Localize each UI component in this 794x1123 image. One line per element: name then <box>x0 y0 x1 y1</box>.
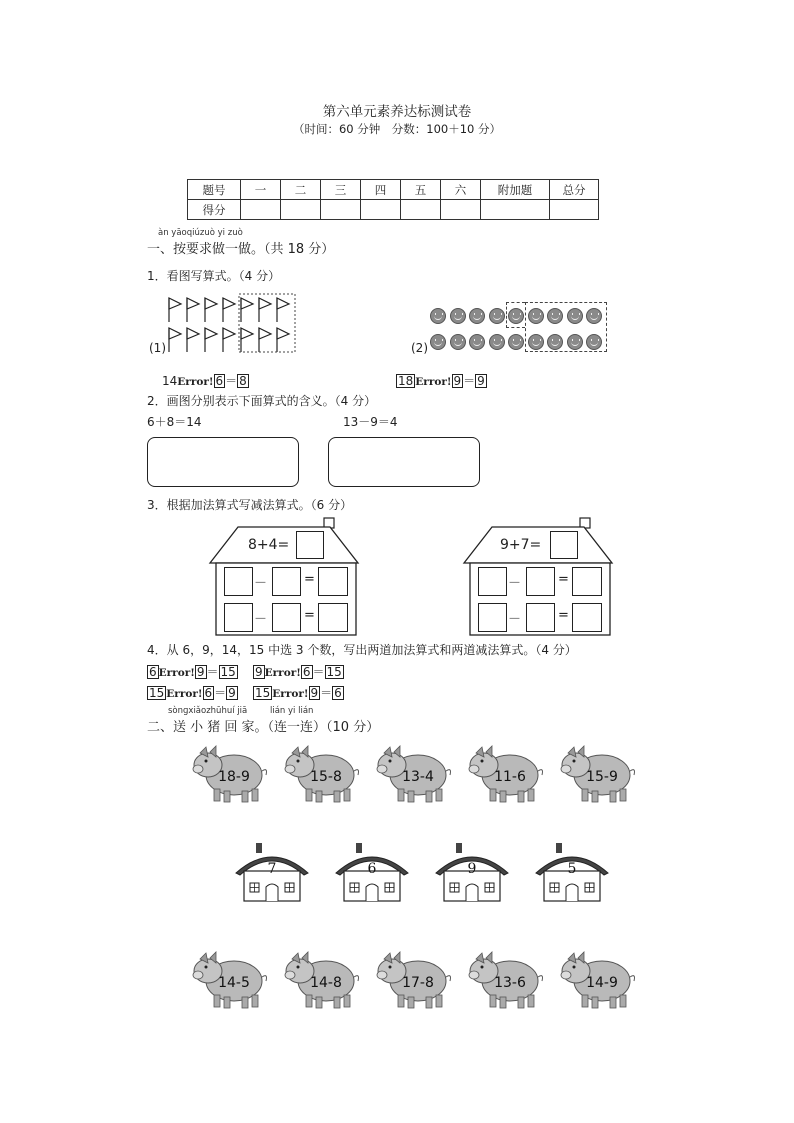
flag-icon <box>187 298 199 322</box>
eq-boxed-number: 15 <box>326 665 342 679</box>
eq-boxed-number: 9 <box>255 665 263 679</box>
score-input-cell[interactable] <box>241 200 281 220</box>
pig-expression: 14-5 <box>218 975 250 991</box>
pig-card[interactable] <box>469 746 543 802</box>
error-text: Error! <box>415 376 452 388</box>
smiley-face-icon <box>450 308 466 324</box>
answer-box[interactable] <box>526 567 555 596</box>
eq-boxed-number: 6 <box>204 686 213 700</box>
pig-card[interactable] <box>561 746 635 802</box>
pig-expression: 17-8 <box>402 975 434 991</box>
answer-box[interactable] <box>272 567 301 596</box>
minus-sign: － <box>508 576 522 591</box>
smiley-face-icon <box>469 334 485 350</box>
flag-icon <box>187 328 199 352</box>
house-number: 5 <box>567 861 577 877</box>
pig-card[interactable] <box>285 746 359 802</box>
house-card[interactable] <box>536 843 608 901</box>
section1-pinyin: àn yāoqiúzuò yi zuò <box>158 228 243 238</box>
flag-icon <box>259 328 271 352</box>
error-text: Error! <box>166 688 203 700</box>
house-number: 9 <box>467 861 477 877</box>
answer-box[interactable] <box>550 531 578 559</box>
smiley-face-icon <box>430 334 446 350</box>
pig-expression: 15-9 <box>586 769 618 785</box>
equals-sign: = <box>558 572 569 587</box>
house-number: 7 <box>267 861 277 877</box>
house-card[interactable] <box>236 843 308 901</box>
minus-sign: － <box>254 576 268 591</box>
eq-boxed-number: 9 <box>310 686 319 700</box>
score-input-cell[interactable] <box>321 200 361 220</box>
pig-card[interactable] <box>561 952 635 1008</box>
flag-icon <box>259 298 271 322</box>
q4-equation <box>253 684 344 701</box>
eq-sign: ＝ <box>463 374 476 388</box>
error-text: Error! <box>264 667 301 679</box>
table-cell: 三 <box>321 180 361 200</box>
house-number: 6 <box>367 861 377 877</box>
eq-boxed-number: 9 <box>228 686 236 700</box>
pig-expression: 14-8 <box>310 975 342 991</box>
q2-drawing-box-2[interactable] <box>328 437 480 487</box>
eq-sign: ＝ <box>225 374 238 388</box>
eq-boxed-number: 8 <box>239 374 247 388</box>
pig-expression: 11-6 <box>494 769 526 785</box>
score-input-cell[interactable] <box>281 200 321 220</box>
house-addition: 8+4= <box>248 537 290 553</box>
score-table-score-row <box>188 200 599 220</box>
smiley-face-icon <box>489 308 505 324</box>
eq-boxed-number: 15 <box>149 686 165 700</box>
smiley-face-icon <box>567 308 583 324</box>
smileys-figure <box>430 300 610 356</box>
q1-label-2: (2) <box>411 341 428 355</box>
table-cell: 四 <box>361 180 401 200</box>
eq-boxed-number: 6 <box>302 665 311 679</box>
equals-sign: = <box>304 572 315 587</box>
flag-icon <box>241 298 253 322</box>
answer-box[interactable] <box>478 567 507 596</box>
q4-equation <box>147 684 238 701</box>
flag-icon <box>169 328 181 352</box>
eq-sign: ＝ <box>320 686 333 700</box>
table-cell: 五 <box>401 180 441 200</box>
smiley-face-icon <box>469 308 485 324</box>
answer-box[interactable] <box>272 603 301 632</box>
q1-equation-1 <box>162 372 249 389</box>
eq-boxed-number: 15 <box>220 665 236 679</box>
answer-box[interactable] <box>318 567 348 596</box>
page-title: 第六单元素养达标测试卷 <box>322 104 472 120</box>
equation-house-1 <box>208 515 360 637</box>
section2-title: 二、送 小 猪 回 家。（连一连）（10 分） <box>147 720 380 735</box>
q4-equation <box>147 663 238 680</box>
pig-card[interactable] <box>469 952 543 1008</box>
smiley-face-icon <box>489 334 505 350</box>
score-input-cell[interactable] <box>481 200 550 220</box>
house-card[interactable] <box>436 843 508 901</box>
flag-icon <box>223 328 235 352</box>
flags-figure <box>163 292 303 356</box>
smiley-face-icon <box>547 308 563 324</box>
eq-boxed-number: 18 <box>398 374 414 388</box>
answer-box[interactable] <box>478 603 507 632</box>
score-input-cell[interactable] <box>550 200 599 220</box>
eq-boxed-number: 9 <box>196 665 205 679</box>
flag-icon <box>205 298 217 322</box>
page-subtitle: （时间：60 分钟 分数：100＋10 分） <box>292 122 502 136</box>
table-cell: 附加题 <box>481 180 550 200</box>
smiley-face-icon <box>528 334 544 350</box>
answer-box[interactable] <box>224 603 253 632</box>
eq-boxed-number: 6 <box>334 686 342 700</box>
pig-card[interactable] <box>285 952 359 1008</box>
smiley-face-icon <box>567 334 583 350</box>
pig-card[interactable] <box>377 952 451 1008</box>
q1-label-1: (1) <box>149 341 166 355</box>
pig-card[interactable] <box>193 746 267 802</box>
table-cell: 一 <box>241 180 281 200</box>
table-cell: 总分 <box>550 180 599 200</box>
error-text: Error! <box>177 376 214 388</box>
smiley-face-icon <box>528 308 544 324</box>
score-input-cell[interactable] <box>441 200 481 220</box>
table-cell: 六 <box>441 180 481 200</box>
answer-box[interactable] <box>526 603 555 632</box>
score-table-header-row <box>188 180 599 200</box>
pig-expression: 15-8 <box>310 769 342 785</box>
answer-box[interactable] <box>318 603 348 632</box>
q2-title: 2．画图分别表示下面算式的含义。（4 分） <box>147 394 377 408</box>
q1-title: 1．看图写算式。（4 分） <box>147 269 281 283</box>
pig-expression: 13-4 <box>402 769 434 785</box>
answer-box[interactable] <box>224 567 253 596</box>
equals-sign: = <box>304 608 315 623</box>
answer-box[interactable] <box>296 531 324 559</box>
eq-sign: ＝ <box>206 665 219 679</box>
flag-icon <box>241 328 253 352</box>
pig-expression: 14-9 <box>586 975 618 991</box>
smiley-face-icon <box>547 334 563 350</box>
q2-equation-1: 6＋8＝14 <box>147 415 202 429</box>
eq-boxed-number: 9 <box>453 374 462 388</box>
flag-icon <box>277 298 289 322</box>
score-table <box>187 179 599 220</box>
smiley-face-icon <box>508 334 524 350</box>
q4-equation <box>253 663 344 680</box>
eq-boxed-number: 6 <box>149 665 157 679</box>
pig-expression: 13-6 <box>494 975 526 991</box>
eq-boxed-number: 6 <box>215 374 224 388</box>
minus-sign: － <box>254 612 268 627</box>
eq-boxed-number: 15 <box>255 686 271 700</box>
equation-house-2 <box>462 515 614 637</box>
smiley-face-icon <box>508 308 524 324</box>
eq-sign: ＝ <box>312 665 325 679</box>
house-card[interactable] <box>336 843 408 901</box>
q3-title: 3．根据加法算式写减法算式。（6 分） <box>147 498 353 512</box>
error-text: Error! <box>158 667 195 679</box>
smiley-face-icon <box>450 334 466 350</box>
table-cell: 题号 <box>188 180 241 200</box>
minus-sign: － <box>508 612 522 627</box>
eq-boxed-number: 9 <box>477 374 485 388</box>
table-cell: 二 <box>281 180 321 200</box>
equals-sign: = <box>558 608 569 623</box>
smiley-face-icon <box>586 334 602 350</box>
section1-title: 一、按要求做一做。（共 18 分） <box>147 242 335 257</box>
score-input-cell[interactable] <box>361 200 401 220</box>
section2-pinyin-2: lián yi lián <box>270 706 314 716</box>
q4-title: 4．从 6，9，14，15 中选 3 个数，写出两道加法算式和两道减法算式。（4 分） <box>147 643 577 657</box>
eq-number: 14 <box>162 374 178 388</box>
flag-icon <box>169 298 181 322</box>
pig-expression: 18-9 <box>218 769 250 785</box>
flag-icon <box>205 328 217 352</box>
pig-card[interactable] <box>377 746 451 802</box>
answer-box[interactable] <box>572 603 602 632</box>
eq-sign: ＝ <box>214 686 227 700</box>
q2-equation-2: 13－9＝4 <box>343 415 398 429</box>
q2-drawing-box-1[interactable] <box>147 437 299 487</box>
flag-icon <box>223 298 235 322</box>
section2-pinyin-1: sònɡxiǎozhūhuí jiā <box>168 706 248 716</box>
smiley-face-icon <box>430 308 446 324</box>
answer-box[interactable] <box>572 567 602 596</box>
pig-matching-figure <box>180 735 640 1025</box>
flag-icon <box>277 328 289 352</box>
score-input-cell[interactable] <box>401 200 441 220</box>
smiley-face-icon <box>586 308 602 324</box>
pig-card[interactable] <box>193 952 267 1008</box>
q1-equation-2 <box>396 372 487 389</box>
table-cell: 得分 <box>188 200 241 220</box>
error-text: Error! <box>272 688 309 700</box>
house-addition: 9+7= <box>500 537 542 553</box>
